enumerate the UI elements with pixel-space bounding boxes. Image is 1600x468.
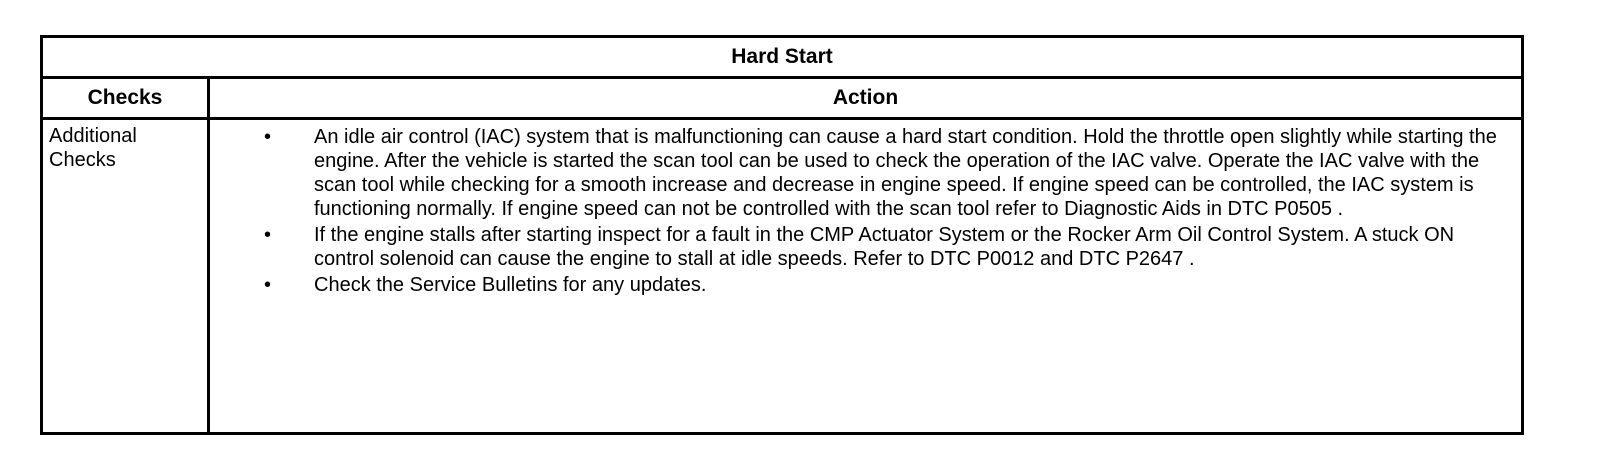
list-item bbox=[210, 273, 1517, 297]
table-title: Hard Start bbox=[42, 37, 1523, 78]
action-cell bbox=[209, 119, 1523, 434]
action-text: Check the Service Bulletins for any updates. bbox=[314, 274, 707, 296]
bullet-icon: • bbox=[264, 224, 272, 246]
action-list bbox=[210, 125, 1517, 297]
list-item bbox=[210, 223, 1517, 271]
action-text: An idle air control (IAC) system that is malfunctioning can cause a hard start condition. Hold the throttle open slightly while starting the engine. After the vehicle is started the scan tool can be used to check the operation of the IAC valve. Operate the IAC valve with the scan tool while checking for a smooth increase and decrease in engine speed. If engine speed can be controlled, the IAC system is functioning normally. If engine speed can not be controlled with the scan tool refer to Diagnostic Aids in DTC P0505 . bbox=[314, 126, 1497, 220]
action-text: If the engine stalls after starting inspect for a fault in the CMP Actuator System or the Rocker Arm Oil Control System. A stuck ON control solenoid can cause the engine to stall at idle speeds. Refer to DTC P0012 and DTC P2647 . bbox=[314, 224, 1455, 270]
bullet-icon: • bbox=[264, 274, 272, 296]
hard-start-table bbox=[40, 35, 1524, 435]
list-item bbox=[210, 125, 1517, 221]
table-row bbox=[42, 119, 1523, 434]
checks-cell: Additional Checks bbox=[42, 119, 209, 434]
column-header-checks: Checks bbox=[42, 78, 209, 119]
bullet-icon: • bbox=[264, 126, 272, 148]
column-header-action: Action bbox=[209, 78, 1523, 119]
